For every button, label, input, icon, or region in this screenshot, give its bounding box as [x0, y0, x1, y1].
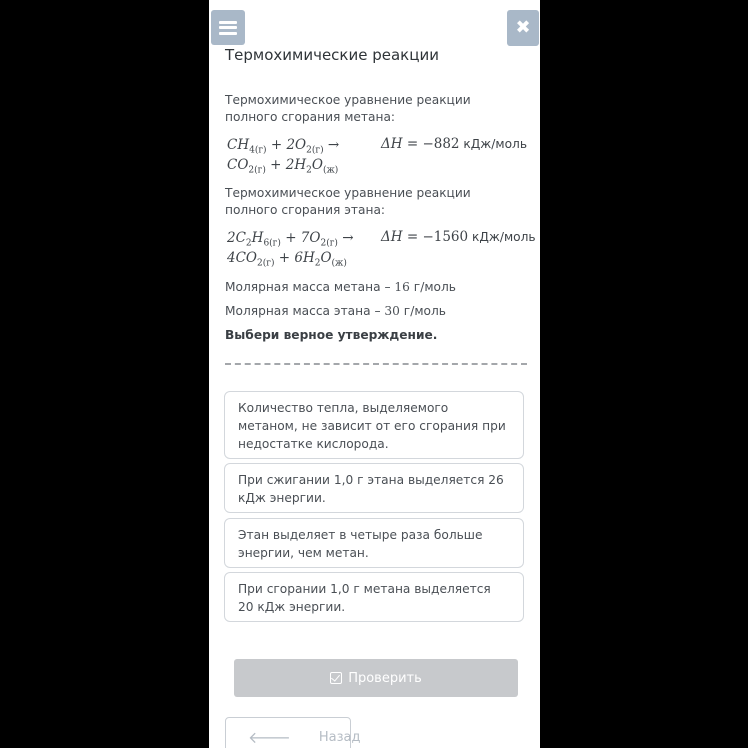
menu-button[interactable]: [211, 10, 245, 45]
check-button[interactable]: [234, 659, 518, 697]
ethane-equation-line2: $4CO_{2(г)} + 6H_2O_{(ж)}$: [227, 250, 347, 269]
answer-option-3[interactable]: Этан выделяет в четыре раза больше энергии, чем метан.: [224, 518, 524, 568]
answer-option-2[interactable]: При сжигании 1,0 г этана выделяется 26 кДж энергии.: [224, 463, 524, 513]
back-button-label: Назад: [318, 729, 361, 745]
close-button[interactable]: [507, 10, 539, 46]
page-title: Термохимические реакции: [225, 46, 439, 64]
methane-equation-line1: $CH_{4(г)} + 2O_{2(г)}$ →: [227, 137, 340, 156]
ethane-equation-line1: $2C_2H_{6(г)} + 7O_{2(г)}$ →: [227, 230, 354, 249]
methane-equation-line2: $CO_{2(г)} + 2H_2O_{(ж)}$: [227, 157, 339, 176]
answer-option-1[interactable]: Количество тепла, выделяемого метаном, не зависит от его сгорания при недостатке кислорода.: [224, 391, 524, 459]
methane-intro: Термохимическое уравнение реакции полного сгорания метана:: [225, 93, 471, 124]
hamburger-menu-icon: [219, 21, 237, 35]
divider: [225, 363, 527, 369]
back-button[interactable]: [225, 717, 361, 748]
phone-screen: [209, 0, 540, 748]
arrow-left-icon: 🡐: [248, 728, 291, 747]
ethane-molar-mass: Молярная масса этана – 30 г/моль: [225, 304, 446, 318]
methane-delta-h: ΔH = −882 кДж/моль: [381, 136, 527, 152]
methane-molar-mass: Молярная масса метана – 16 г/моль: [225, 280, 456, 294]
close-icon: ✖: [515, 17, 531, 38]
ethane-intro: Термохимическое уравнение реакции полного сгорания этана:: [225, 186, 471, 217]
answer-option-4[interactable]: При сгорании 1,0 г метана выделяется 20 кДж энергии.: [224, 572, 524, 622]
ethane-delta-h: ΔH = −1560 кДж/моль: [381, 229, 536, 245]
checkbox-icon: [330, 672, 342, 684]
check-button-label: Проверить: [348, 670, 422, 686]
question-prompt: Выбери верное утверждение.: [225, 328, 438, 342]
